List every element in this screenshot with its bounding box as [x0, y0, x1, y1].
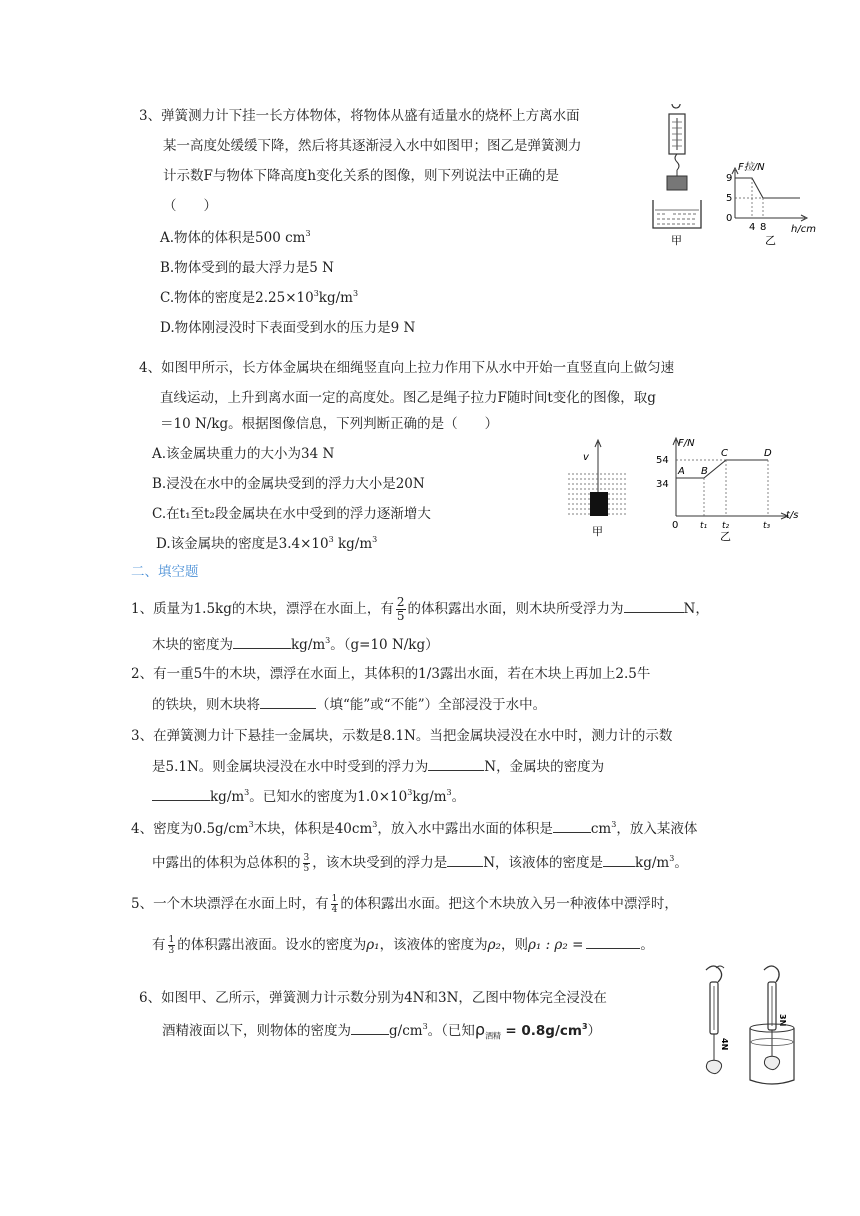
q3-graph: [726, 161, 816, 247]
svg-text:A: A: [678, 466, 685, 477]
q3-bracket: （ ）: [163, 198, 217, 214]
svg-text:B: B: [701, 466, 708, 477]
svg-text:F拉/N: F拉/N: [738, 162, 765, 173]
spring-scale-in-beaker-icon: [750, 966, 794, 1084]
svg-text:8: 8: [760, 222, 767, 233]
svg-text:乙: 乙: [720, 530, 731, 543]
f3-blank-2[interactable]: [152, 786, 210, 801]
q3-figure: [645, 104, 825, 248]
f4-fraction: $\frac{3}{5}$: [303, 853, 310, 874]
f1-line1: 1、质量为1.5kg的木块，漂浮在水面上，有 $\frac{2}{5}$ 的体积露出水面，则木块所受浮力为 N，: [131, 595, 709, 623]
f3-line1: 3、在弹簧测力计下悬挂一金属块，示数是8.1N。当把金属块浸没在水中时，测力计的示数: [131, 728, 673, 744]
f6-line1: 6、如图甲、乙所示，弹簧测力计示数分别为4N和3N，乙图中物体完全浸没在: [139, 990, 607, 1006]
svg-text:4: 4: [749, 222, 756, 233]
q3-line3: 计示数F与物体下降高度h变化关系的图像，则下列说法中正确的是: [163, 168, 560, 184]
q6-figure: [690, 962, 812, 1088]
f1-blank-1[interactable]: [624, 598, 684, 613]
q3-line2: 某一高度处缓缓下降，然后将其逐渐浸入水中如图甲；图乙是弹簧测力: [163, 138, 582, 154]
f5-fraction-1: $\frac{1}{4}$: [331, 894, 338, 915]
water-tank-icon: [568, 440, 628, 538]
f5-line2: 有 $\frac{1}{3}$ 的体积露出液面。设水的密度为ρ₁，该液体的密度为ρ₂，则ρ₁ : ρ₂ = 。: [152, 935, 654, 956]
q4-option-c: C.在t₁至t₂段金属块在水中受到的浮力逐渐增大: [152, 506, 431, 522]
svg-text:3N: 3N: [778, 1014, 787, 1027]
q4-line2: 直线运动，上升到离水面一定的高度处。图乙是绳子拉力F随时间t变化的图像，取g: [160, 390, 656, 406]
q3-line1: 3、弹簧测力计下挂一长方体物体，将物体从盛有适量水的烧杯上方离水面: [139, 108, 580, 124]
f1-fraction: $\frac{2}{5}$: [396, 595, 405, 623]
f4-line2: 中露出的体积为总体积的 $\frac{3}{5}$ ，该木块受到的浮力是 N，该液体的密度是 $kg/m^3$。: [152, 853, 688, 874]
f6-line2: 酒精液面以下，则物体的密度为 $g/cm^3$。（已知$\rho_{酒精} = 0.8g/cm^3$）: [162, 1020, 602, 1041]
spring-scale-icon: [669, 104, 685, 176]
svg-text:h/cm: h/cm: [791, 224, 816, 235]
f1-blank-2[interactable]: [233, 634, 291, 649]
q4-option-b: B.浸没在水中的金属块受到的浮力大小是20N: [152, 476, 425, 492]
f2-line2: 的铁块，则木块将 （填“能”或“不能”）全部浸没于水中。: [152, 694, 546, 715]
q4-line3: ＝10 N/kg。根据图像信息，下列判断正确的是（ ）: [160, 416, 499, 432]
f3-blank-1[interactable]: [428, 756, 484, 771]
f3-line3: $kg/m^3$。已知水的密度为$1.0\times 10^3kg/m^3$。: [152, 786, 465, 807]
q3-option-c: C.物体的密度是$2.25\times 10^3kg/m^3$: [160, 289, 359, 306]
f4-line1: 4、密度为$0.5g/cm^3$木块，体积是$40cm^3$，放入水中露出水面的体积是 $cm^3$，放入某液体: [131, 820, 698, 837]
svg-text:9: 9: [726, 173, 733, 184]
f4-blank-2[interactable]: [447, 852, 483, 867]
q4-graph: [656, 438, 799, 543]
svg-text:C: C: [721, 448, 728, 459]
f4-blank-3[interactable]: [603, 852, 635, 867]
q3-option-b: B.物体受到的最大浮力是5 N: [160, 260, 334, 276]
svg-text:t₃: t₃: [763, 521, 771, 531]
f5-blank[interactable]: [586, 934, 640, 949]
svg-text:54: 54: [656, 455, 669, 466]
svg-text:甲: 甲: [592, 525, 603, 538]
q3-option-a: A.物体的体积是500 $cm^3$: [160, 229, 311, 246]
q4-line1: 4、如图甲所示，长方体金属块在细绳竖直向上拉力作用下从水中开始一直竖直向上做匀速: [139, 360, 675, 376]
svg-text:t₂: t₂: [722, 521, 730, 531]
svg-text:0: 0: [672, 520, 679, 531]
f6-blank[interactable]: [351, 1020, 389, 1035]
metal-block-icon: [590, 492, 608, 516]
q4-figure: [560, 434, 810, 544]
svg-text:D: D: [764, 448, 772, 459]
f2-line1: 2、有一重5牛的木块，漂浮在水面上，其体积的1/3露出水面，若在木块上再加上2.5牛: [131, 666, 651, 682]
svg-text:F/N: F/N: [678, 438, 695, 449]
svg-text:乙: 乙: [765, 234, 776, 247]
q4-option-d: D.该金属块的密度是$3.4\times 10^3$ $kg/m^3$: [156, 535, 378, 552]
svg-text:t₁: t₁: [700, 521, 708, 531]
rho-alcohol: $\rho_{酒精} = 0.8g/cm^3$: [474, 1020, 588, 1041]
q4-option-a: A.该金属块重力的大小为34 N: [152, 446, 335, 462]
f2-blank[interactable]: [260, 694, 316, 709]
beaker-icon: [653, 200, 701, 228]
svg-text:5: 5: [726, 193, 733, 204]
svg-text:34: 34: [656, 479, 669, 490]
svg-text:4N: 4N: [720, 1038, 729, 1051]
f1-line2: 木块的密度为 $kg/m^3$。（g=10 N/kg）: [152, 636, 439, 653]
svg-text:0: 0: [726, 213, 733, 224]
q3-option-d: D.物体刚浸没时下表面受到水的压力是9 N: [160, 320, 416, 336]
spring-scale-in-air-icon: [706, 966, 729, 1074]
f4-blank-1[interactable]: [553, 818, 591, 833]
svg-text:v: v: [583, 452, 589, 463]
f5-fraction-2: $\frac{1}{3}$: [168, 935, 175, 956]
block-icon: [667, 176, 687, 190]
f5-line1: 5、一个木块漂浮在水面上时，有 $\frac{1}{4}$ 的体积露出水面。把这个木块放入另一种液体中漂浮时，: [131, 894, 678, 915]
section-title: 二、填空题: [131, 564, 199, 580]
q3-label-jia: 甲: [671, 234, 682, 247]
f3-line2: 是5.1N。则金属块浸没在水中时受到的浮力为 N，金属块的密度为: [152, 756, 604, 777]
svg-text:t/s: t/s: [786, 510, 799, 521]
